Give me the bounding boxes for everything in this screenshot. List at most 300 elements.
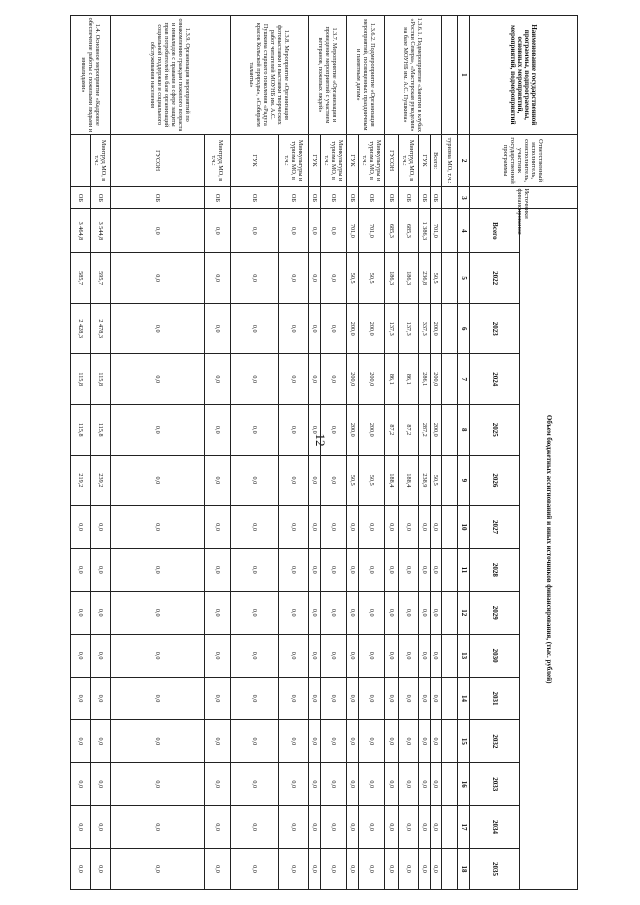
value-cell: 0,0 (111, 591, 205, 634)
value-cell: 50,5 (431, 253, 442, 304)
value-cell: 0,0 (231, 591, 279, 634)
value-cell: 86,1 (399, 354, 419, 405)
table-row (205, 16, 231, 890)
table-row (442, 16, 458, 890)
value-cell: 0,0 (231, 720, 279, 763)
value-cell: 0,0 (279, 763, 309, 806)
value-cell: 0,0 (321, 634, 347, 677)
table-row (385, 16, 399, 890)
year-header: 2025 (470, 405, 520, 456)
responsible-cell: Минтруд МО, в т.ч.: (91, 134, 111, 187)
value-cell: 0,0 (321, 848, 347, 889)
source-cell: ОБ (419, 187, 431, 209)
value-cell: 0,0 (71, 634, 91, 677)
value-cell: 0,0 (205, 354, 231, 405)
source-cell: ОБ (71, 187, 91, 209)
value-cell: 0,0 (231, 677, 279, 720)
col-volume-header: Объем бюджетных ассигнований и иных источников финансирования, (тыс. рублей) (520, 209, 578, 890)
value-cell: 0,0 (71, 720, 91, 763)
source-cell: ОБ (359, 187, 385, 209)
value-cell: 0,0 (205, 303, 231, 354)
value-cell: 0,0 (91, 506, 111, 549)
value-cell: 0,0 (91, 763, 111, 806)
responsible-cell: Всего: (431, 134, 442, 187)
value-cell: 0,0 (71, 591, 91, 634)
responsible-cell: Минтруд МО, в т.ч.: (399, 134, 419, 187)
program-name-cell: 1.3.9. Организация мероприятий по ознакомлению граждан пожилого возраста и инвалидов с правами в сфере защиты прав потребителей на базе организаций социальной поддержки и социального обслуживания населения (111, 16, 231, 135)
value-cell: 0,0 (309, 455, 321, 506)
value-cell: 0,0 (359, 720, 385, 763)
value-cell: 0,0 (419, 720, 431, 763)
value-cell: 0,0 (231, 354, 279, 405)
budget-table (70, 15, 578, 890)
responsible-cell: туризма МО, т.ч.: (442, 134, 458, 187)
value-cell: 0,0 (205, 209, 231, 253)
value-cell: 50,5 (431, 455, 442, 506)
value-cell: 0,0 (419, 677, 431, 720)
value-cell: 0,0 (231, 303, 279, 354)
value-cell: 50,5 (347, 455, 359, 506)
value-cell: 0,0 (231, 253, 279, 304)
responsible-cell: Минкультуры и туризма МО, в т.ч.: (279, 134, 309, 187)
value-cell: 0,0 (321, 303, 347, 354)
responsible-cell: ГУК (309, 134, 321, 187)
value-cell: 0,0 (431, 677, 442, 720)
value-cell: 0,0 (419, 506, 431, 549)
value-cell: 0,0 (111, 848, 205, 889)
value-cell: 0,0 (359, 677, 385, 720)
value-cell: 701,0 (431, 209, 442, 253)
responsible-cell (71, 134, 91, 187)
value-cell: 0,0 (91, 591, 111, 634)
value-cell: 0,0 (321, 209, 347, 253)
value-cell: 0,0 (309, 253, 321, 304)
responsible-cell: ГУК (347, 134, 359, 187)
value-cell: 0,0 (321, 253, 347, 304)
value-cell: 0,0 (279, 591, 309, 634)
year-header: 2028 (470, 548, 520, 591)
value-cell: 0,0 (279, 354, 309, 405)
value-cell: 0,0 (205, 548, 231, 591)
value-cell: 186,3 (399, 253, 419, 304)
column-index: 1 (458, 16, 470, 135)
value-cell: 0,0 (111, 253, 205, 304)
value-cell: 0,0 (419, 848, 431, 889)
value-cell: 0,0 (231, 506, 279, 549)
value-cell: 137,3 (399, 303, 419, 354)
year-header: 2023 (470, 303, 520, 354)
value-cell: 0,0 (385, 634, 399, 677)
column-index: 4 (458, 209, 470, 253)
column-index: 12 (458, 591, 470, 634)
value-cell: 0,0 (279, 209, 309, 253)
value-cell: 0,0 (309, 806, 321, 849)
value-cell: 0,0 (359, 591, 385, 634)
value-cell: 0,0 (231, 806, 279, 849)
value-cell: 0,0 (205, 506, 231, 549)
table-row (279, 16, 309, 890)
table-row (399, 16, 419, 890)
value-cell: 0,0 (399, 548, 419, 591)
col-total-header: Всего (470, 209, 520, 253)
value-cell: 3 464,8 (71, 209, 91, 253)
value-cell: 236,8 (419, 253, 431, 304)
value-cell: 0,0 (309, 209, 321, 253)
value-cell: 200,0 (431, 303, 442, 354)
value-cell: 86,1 (385, 354, 399, 405)
value-cell: 186,3 (385, 253, 399, 304)
column-index: 17 (458, 806, 470, 849)
value-cell: 188,4 (399, 455, 419, 506)
value-cell: 0,0 (279, 634, 309, 677)
value-cell: 0,0 (111, 303, 205, 354)
column-index: 13 (458, 634, 470, 677)
year-header: 2032 (470, 720, 520, 763)
value-cell: 0,0 (419, 763, 431, 806)
value-cell: 50,5 (359, 253, 385, 304)
value-cell: 0,0 (359, 763, 385, 806)
value-cell: 0,0 (111, 354, 205, 405)
value-cell: 200,0 (347, 303, 359, 354)
value-cell: 0,0 (399, 848, 419, 889)
value-cell: 0,0 (359, 806, 385, 849)
value-cell: 0,0 (279, 405, 309, 456)
value-cell: 200,0 (359, 405, 385, 456)
column-index: 11 (458, 548, 470, 591)
value-cell: 200,0 (347, 405, 359, 456)
table-row (71, 16, 91, 890)
column-index: 10 (458, 506, 470, 549)
value-cell: 0,0 (205, 405, 231, 456)
value-cell: 585,7 (71, 253, 91, 304)
value-cell: 0,0 (309, 720, 321, 763)
value-cell: 0,0 (419, 806, 431, 849)
value-cell: 0,0 (309, 506, 321, 549)
value-cell: 0,0 (111, 548, 205, 591)
value-cell: 595,7 (91, 253, 111, 304)
value-cell: 0,0 (399, 806, 419, 849)
value-cell: 0,0 (321, 806, 347, 849)
column-index: 6 (458, 303, 470, 354)
column-index: 5 (458, 253, 470, 304)
value-cell: 239,2 (91, 455, 111, 506)
value-cell: 115,8 (91, 354, 111, 405)
value-cell: 0,0 (399, 506, 419, 549)
value-cell: 0,0 (399, 677, 419, 720)
value-cell: 685,3 (399, 209, 419, 253)
value-cell: 0,0 (321, 763, 347, 806)
value-cell: 0,0 (347, 677, 359, 720)
year-header: 2035 (470, 848, 520, 889)
source-cell: ОБ (91, 187, 111, 209)
value-cell: 200,0 (347, 354, 359, 405)
value-cell: 200,0 (431, 405, 442, 456)
value-cell: 0,0 (399, 763, 419, 806)
value-cell: 115,8 (71, 354, 91, 405)
page-number: 12 (313, 433, 328, 447)
value-cell: 115,8 (91, 405, 111, 456)
source-cell: ОБ (309, 187, 321, 209)
value-cell: 286,1 (419, 354, 431, 405)
value-cell: 219,2 (71, 455, 91, 506)
value-cell: 701,0 (347, 209, 359, 253)
source-cell: ОБ (431, 187, 442, 209)
value-cell: 0,0 (321, 455, 347, 506)
value-cell: 0,0 (71, 506, 91, 549)
col-source-header: Источники финансирования (470, 187, 578, 209)
value-cell: 0,0 (231, 763, 279, 806)
header-row-1 (520, 16, 578, 890)
value-cell: 0,0 (309, 848, 321, 889)
value-cell: 3 544,8 (91, 209, 111, 253)
value-cell: 0,0 (321, 354, 347, 405)
value-cell: 0,0 (205, 455, 231, 506)
program-name-cell: 1.3.6.1. Подмероприятие «Занятия в клубах «Ростки Севера», «Мастерская рукоделия» на базе МОУНБ им. А.С. Пушкина» (385, 16, 442, 135)
value-cell: 0,0 (359, 506, 385, 549)
responsible-cell: ГУК (231, 134, 279, 187)
value-cell: 0,0 (385, 677, 399, 720)
value-cell: 0,0 (385, 506, 399, 549)
value-cell: 0,0 (231, 455, 279, 506)
value-cell: 685,3 (385, 209, 399, 253)
column-index: 16 (458, 763, 470, 806)
value-cell: 0,0 (111, 405, 205, 456)
value-cell: 0,0 (347, 506, 359, 549)
source-cell: ОБ (321, 187, 347, 209)
value-cell: 0,0 (309, 677, 321, 720)
year-header: 2033 (470, 763, 520, 806)
value-cell: 0,0 (321, 548, 347, 591)
source-cell: ОБ (399, 187, 419, 209)
column-index: 2 (458, 134, 470, 187)
value-cell: 0,0 (347, 848, 359, 889)
column-index: 7 (458, 354, 470, 405)
table-row (91, 16, 111, 890)
year-header: 2031 (470, 677, 520, 720)
responsible-cell: ГУСОН (111, 134, 205, 187)
program-name-cell: 1.3.7. Мероприятие «Организация и проведение мероприятий с участием ветеранов, пожилых людей» (309, 16, 347, 135)
value-cell: 200,0 (359, 303, 385, 354)
value-cell: 0,0 (205, 806, 231, 849)
value-cell: 0,0 (321, 677, 347, 720)
value-cell: 0,0 (91, 548, 111, 591)
value-cell: 0,0 (91, 720, 111, 763)
column-index-row (458, 16, 470, 890)
value-cell: 0,0 (309, 634, 321, 677)
table-row (309, 16, 321, 890)
value-cell: 701,0 (359, 209, 385, 253)
column-index: 9 (458, 455, 470, 506)
column-index: 14 (458, 677, 470, 720)
table-row (359, 16, 385, 890)
value-cell: 0,0 (279, 806, 309, 849)
value-cell: 0,0 (359, 548, 385, 591)
value-cell: 0,0 (231, 548, 279, 591)
value-cell: 0,0 (111, 720, 205, 763)
value-cell: 238,9 (419, 455, 431, 506)
column-index: 18 (458, 848, 470, 889)
value-cell: 0,0 (385, 591, 399, 634)
table-row (347, 16, 359, 890)
source-cell: ОБ (205, 187, 231, 209)
value-cell: 0,0 (205, 253, 231, 304)
value-cell: 0,0 (431, 591, 442, 634)
value-cell: 0,0 (71, 848, 91, 889)
value-cell: 0,0 (321, 405, 347, 456)
value-cell: 50,5 (359, 455, 385, 506)
value-cell: 0,0 (385, 548, 399, 591)
value-cell: 0,0 (321, 506, 347, 549)
value-cell: 0,0 (231, 634, 279, 677)
value-cell: 0,0 (385, 806, 399, 849)
source-cell: ОБ (385, 187, 399, 209)
value-cell: 0,0 (385, 720, 399, 763)
value-cell: 0,0 (309, 548, 321, 591)
value-cell: 0,0 (231, 405, 279, 456)
value-cell: 0,0 (111, 677, 205, 720)
value-cell: 50,5 (347, 253, 359, 304)
value-cell: 0,0 (431, 848, 442, 889)
year-header: 2024 (470, 354, 520, 405)
value-cell: 0,0 (279, 455, 309, 506)
value-cell: 0,0 (71, 548, 91, 591)
value-cell: 0,0 (431, 634, 442, 677)
value-cell: 2 428,3 (71, 303, 91, 354)
table-row (231, 16, 279, 890)
value-cell: 0,0 (431, 506, 442, 549)
year-header: 2027 (470, 506, 520, 549)
value-cell: 0,0 (431, 548, 442, 591)
value-cell: 0,0 (419, 548, 431, 591)
responsible-cell: Минкультуры и туризма МО, в т.ч.: (321, 134, 347, 187)
table-row (321, 16, 347, 890)
source-cell: ОБ (279, 187, 309, 209)
value-cell: 0,0 (279, 506, 309, 549)
value-cell: 200,0 (359, 354, 385, 405)
column-index: 15 (458, 720, 470, 763)
value-cell: 0,0 (279, 720, 309, 763)
value-cell: 0,0 (399, 720, 419, 763)
value-cell: 0,0 (279, 677, 309, 720)
value-cell: 0,0 (71, 806, 91, 849)
value-cell: 287,2 (419, 405, 431, 456)
column-index: 8 (458, 405, 470, 456)
value-cell: 0,0 (231, 848, 279, 889)
value-cell: 0,0 (347, 548, 359, 591)
source-cell: ОБ (347, 187, 359, 209)
value-cell: 0,0 (321, 591, 347, 634)
value-cell: 0,0 (205, 677, 231, 720)
value-cell: 0,0 (205, 763, 231, 806)
value-cell: 0,0 (359, 634, 385, 677)
value-cell: 0,0 (419, 591, 431, 634)
value-cell: 0,0 (91, 848, 111, 889)
value-cell: 0,0 (309, 405, 321, 456)
col-resp-header: Ответственный исполнитель, соисполнитель, участник государственной программы (470, 134, 578, 187)
budget-table-rotated (70, 15, 578, 890)
value-cell: 115,8 (71, 405, 91, 456)
value-cell: 0,0 (91, 677, 111, 720)
value-cell: 87,2 (385, 405, 399, 456)
value-cell: 0,0 (111, 209, 205, 253)
value-cell: 0,0 (431, 763, 442, 806)
value-cell: 0,0 (419, 634, 431, 677)
source-cell: ОБ (231, 187, 279, 209)
responsible-cell: Минтруд МО, в т.ч.: (205, 134, 231, 187)
value-cell: 0,0 (385, 848, 399, 889)
value-cell: 0,0 (111, 806, 205, 849)
value-cell: 0,0 (399, 634, 419, 677)
value-cell: 0,0 (231, 209, 279, 253)
value-cell: 0,0 (309, 303, 321, 354)
value-cell: 0,0 (279, 848, 309, 889)
program-name-cell: 1.4. Основное мероприятие «Кадровое обеспечение работы с пожилыми людьми и инвалидами» (71, 16, 111, 135)
program-name-cell: 1.3.8. Мероприятие «Организация фотовыставки и выставки творческих работ читателей МОУНБ им. А.С. Пушкина старшего поколения «Радуга красок Кольской природы», «Собираем таланты» (231, 16, 309, 135)
year-header: 2029 (470, 591, 520, 634)
year-header: 2034 (470, 806, 520, 849)
table-row (111, 16, 205, 890)
value-cell: 0,0 (91, 634, 111, 677)
value-cell: 0,0 (279, 548, 309, 591)
value-cell: 0,0 (309, 763, 321, 806)
value-cell: 0,0 (309, 591, 321, 634)
value-cell: 0,0 (347, 806, 359, 849)
column-index: 3 (458, 187, 470, 209)
program-name-cell: 1.3.6.2. Подмероприятие «Организация мероприятий, посвященных праздничным и памятным датам» (347, 16, 385, 135)
value-cell: 0,0 (347, 591, 359, 634)
value-cell: 137,3 (385, 303, 399, 354)
value-cell: 188,4 (385, 455, 399, 506)
value-cell: 0,0 (321, 720, 347, 763)
value-cell: 1 386,3 (419, 209, 431, 253)
value-cell: 200,0 (431, 354, 442, 405)
value-cell: 0,0 (279, 303, 309, 354)
table-row (431, 16, 442, 890)
table-row (419, 16, 431, 890)
value-cell: 0,0 (111, 506, 205, 549)
responsible-cell: ГУК (419, 134, 431, 187)
value-cell: 0,0 (111, 763, 205, 806)
value-cell: 337,3 (419, 303, 431, 354)
value-cell: 0,0 (71, 763, 91, 806)
value-cell: 0,0 (111, 634, 205, 677)
value-cell: 0,0 (347, 763, 359, 806)
col-name-header: Наименование государственной программы, подпрограммы, основных мероприятий, мероприятий, подмероприятий (470, 16, 578, 135)
value-cell: 0,0 (205, 634, 231, 677)
year-header: 2026 (470, 455, 520, 506)
value-cell: 0,0 (205, 848, 231, 889)
value-cell: 87,2 (399, 405, 419, 456)
value-cell: 0,0 (279, 253, 309, 304)
value-cell: 0,0 (91, 806, 111, 849)
value-cell: 0,0 (431, 806, 442, 849)
responsible-cell: ГУСОН (385, 134, 399, 187)
value-cell: 0,0 (431, 720, 442, 763)
value-cell: 0,0 (399, 591, 419, 634)
responsible-cell: Минкультуры и туризма МО, в т.ч.: (359, 134, 385, 187)
value-cell: 0,0 (205, 720, 231, 763)
value-cell: 0,0 (359, 848, 385, 889)
year-header: 2030 (470, 634, 520, 677)
value-cell: 0,0 (205, 591, 231, 634)
value-cell: 0,0 (347, 634, 359, 677)
value-cell: 0,0 (385, 763, 399, 806)
value-cell: 0,0 (111, 455, 205, 506)
value-cell: 0,0 (309, 354, 321, 405)
value-cell: 2 478,3 (91, 303, 111, 354)
source-cell: ОБ (111, 187, 205, 209)
value-cell: 0,0 (71, 677, 91, 720)
